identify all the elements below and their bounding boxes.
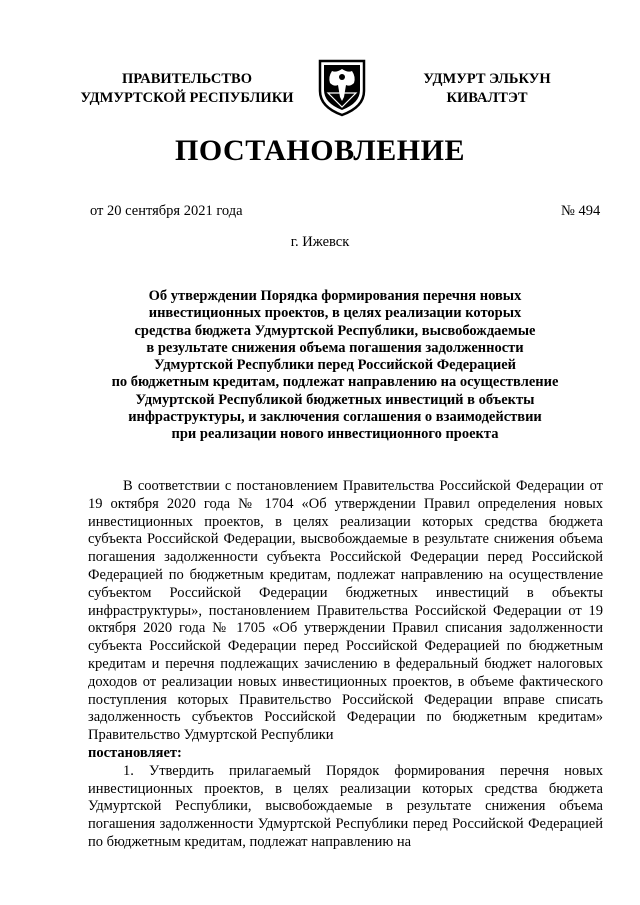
issuer-name-russian <box>62 70 312 108</box>
issuer-udmurt-line-1: УДМУРТ ЭЛЬКУН <box>423 71 551 87</box>
document-date: от 20 сентября 2021 года <box>90 203 243 219</box>
issuer-udmurt-line-2: КИВАЛТЭТ <box>446 90 528 106</box>
body-paragraph-preamble: В соответствии с постановлением Правительства Российской Федерации от 19 октября 2020 года № 1704 «Об утверждении Правил определения новых инвестиционных проектов, в целях реализации которых средства бюджета субъекта Российской Федерации, высвобождаемые в результате снижения объема погашения задолженности субъекта Российской Федерации перед Российской Федерацией по бюджетным кредитам, подлежат направлению на осуществление субъектом Российской Федерации бюджетных инвестиций в объекты инфраструктуры», постановлением Правительства Российской Федерации от 19 октября 2020 года № 1705 «Об утверждении Правил списания задолженности субъекта Российской Федерации перед Российской Федерацией по бюджетным кредитам и перечня подлежащих зачислению в федеральный бюджет налоговых доходов от реализации новых инвестиционных проектов, в объеме фактического поступления которых Правительство Российской Федерации вправе списать задолженность субъектов Российской Федерации по бюджетным кредитам» Правительство Удмуртской Республики <box>88 478 603 744</box>
subject-line: по бюджетным кредитам, подлежат направлению на осуществление <box>111 374 559 391</box>
document-city: г. Ижевск <box>290 234 350 250</box>
issuer-line-2: УДМУРТСКОЙ РЕСПУБЛИКИ <box>80 90 294 106</box>
issuer-line-1: ПРАВИТЕЛЬСТВО <box>122 71 252 87</box>
subject-line: при реализации нового инвестиционного проекта <box>171 426 499 443</box>
document-body <box>88 478 603 852</box>
resolves-label: постановляет: <box>88 744 182 761</box>
document-type-title: ПОСТАНОВЛЕНИЕ <box>175 134 465 167</box>
subject-line: Удмуртской Республики перед Российской Федерацией <box>153 357 517 374</box>
document-subject <box>85 288 585 444</box>
body-paragraph-item-1: 1. Утвердить прилагаемый Порядок формирования перечня новых инвестиционных проектов, в целях реализации которых средства бюджета Удмуртской Республики, высвобождаемые в результате снижения объема погашения задолженности Удмуртской Республики перед Российской Федерацией по бюджетным кредитам, подлежат направлению на <box>88 762 603 850</box>
subject-line: в результате снижения объема погашения задолженности <box>146 339 524 356</box>
subject-line: средства бюджета Удмуртской Республики, высвобождаемые <box>134 322 536 339</box>
subject-line: Об утверждении Порядка формирования перечня новых <box>148 288 522 304</box>
subject-line: инвестиционных проектов, в целях реализации которых <box>148 305 522 322</box>
document-number: № 494 <box>561 203 601 219</box>
issuer-name-udmurt <box>382 70 592 108</box>
udmurt-coat-of-arms-icon <box>316 57 368 117</box>
subject-line: инфраструктуры, и заключения соглашения о взаимодействии <box>128 409 542 426</box>
subject-line: Удмуртской Республикой бюджетных инвестиций в объекты <box>135 391 535 408</box>
